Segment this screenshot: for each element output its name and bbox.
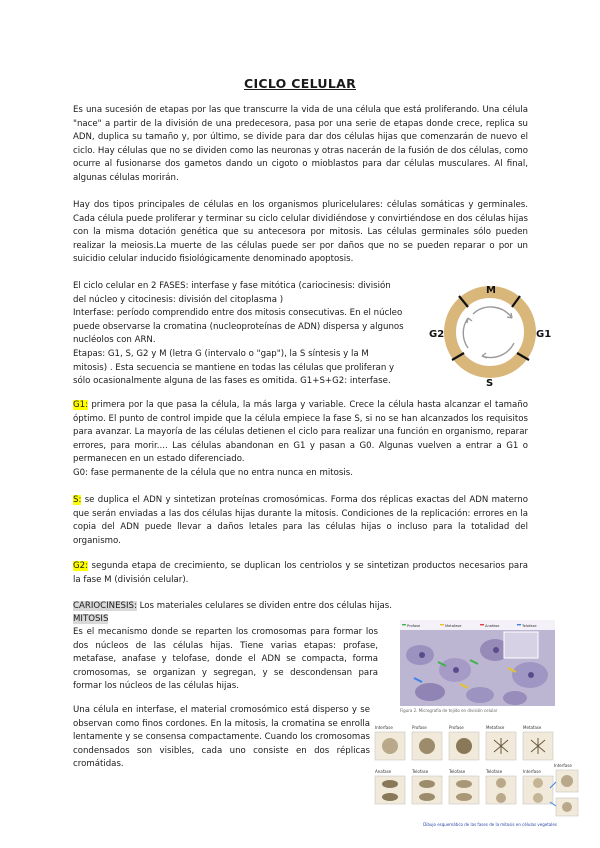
g2-paragraph — [73, 560, 528, 587]
g1-paragraph — [73, 399, 528, 467]
cycle-ring — [450, 292, 530, 372]
cell-types-paragraph: Hay dos tipos principales de células en los organismos pluricelulares: células somáticas y germinales. Cada célula puede proliferar y terminar su ciclo celular dividiéndose y convirtiéndose en dos células hijas con la misma dotación genética que su antecesora por mitosis. Las células germinales sólo pueden realizar la meiosis.La muerte de las células puede ser por daños que no se pueden reparar o por un suicidio celular inducido fisiológicamente denominado apoptosis. — [73, 200, 528, 265]
legend-anafase: Anafase — [485, 624, 500, 628]
stage-label-8: Telofase — [449, 769, 466, 774]
arrow-right — [482, 343, 514, 357]
cell-cycle-diagram — [428, 280, 558, 390]
stage-label-5: Metafase — [523, 725, 542, 730]
phases-line-7: mitosis) . Esta secuencia se mantiene en todas las células que proliferan y — [73, 362, 395, 373]
mitosis-micrograph — [400, 620, 555, 706]
cariocinesis-paragraph — [73, 600, 528, 614]
phases-line-3: Interfase: período comprendido entre dos mitosis consecutivas. En el núcleo — [73, 308, 403, 319]
stages-caption: Dibujo esquemático de las fases de la mitosis en células vegetales — [423, 822, 557, 827]
page-title: CICLO CELULAR — [243, 76, 357, 91]
stage-label-6: Anafase — [375, 769, 392, 774]
s-paragraph — [73, 494, 528, 548]
stage-label-3: Profase — [449, 725, 464, 730]
stage-label-2: Profase — [412, 725, 427, 730]
legend-telofase: Telofase — [522, 624, 537, 628]
phases-line-5: nucléolos con ARN. — [73, 335, 156, 346]
label-g1: G1 — [536, 329, 552, 340]
arrowhead-left — [467, 318, 472, 323]
mitosis-label: MITOSIS — [73, 614, 109, 624]
intro-paragraph: Es una sucesión de etapas por las que transcurre la vida de una célula que está proliferando. Una célula "nace" a partir de la división de una predecesora, pasa por una serie de etapas donde crece, replica su ADN, duplica su tamaño y, por último, se divide para dar dos células hijas que comenzarán de nuevo el ciclo. Hay células que no se dividen como las neuronas y otras nacerán de la fusión de dos células, como ocurre al fusionarse dos gametos dando un cigoto o mioblastos para dar células musculares. Al final, algunas células morirán. — [73, 105, 528, 183]
stage-label-extra: Interfase — [554, 763, 572, 768]
arrow-top — [473, 307, 512, 318]
label-m: M — [486, 285, 496, 296]
row1-cells — [375, 732, 553, 760]
cariocinesis-label: CARIOCINESIS: — [73, 601, 137, 611]
phases-line-4: puede observarse la cromatina (nucleoproteínas de ADN) dispersa y algunos — [73, 321, 404, 332]
phases-line-8: sólo ocasionalmente alguna de las fases es omitida. G1+S+G2: interfase. — [73, 376, 391, 387]
micrograph-caption: Figura 2. Micrografía de tejido en división celular — [400, 708, 498, 713]
g1-label: G1: — [73, 400, 89, 410]
mitosis-stages-drawing — [370, 722, 580, 834]
micrograph-image — [400, 620, 555, 706]
phases-line-2: del núcleo y citocinesis: división del citoplasma ) — [73, 294, 284, 305]
g2-label: G2: — [73, 561, 89, 571]
label-g2: G2 — [429, 329, 445, 340]
stage-label-1: Interfase — [375, 725, 393, 730]
interphase-paragraph: Una célula en interfase, el material cromosómico está disperso y se observan como finos cordones. En la mitosis, la cromatina se enrolla lentamente y se consensa compactamente. Cuando los cromosomas condensados son visibles, cada uno consiste en dos réplicas cromátidas. — [73, 705, 370, 770]
row2-cells — [375, 776, 553, 804]
phases-line-6: Etapas: G1, S, G2 y M (letra G (intervalo o "gap"), la S síntesis y la M — [73, 348, 369, 359]
label-s: S — [486, 378, 494, 389]
phases-paragraph — [73, 280, 425, 389]
s-label: S: — [73, 495, 82, 505]
legend-profase: Profase — [407, 624, 421, 628]
g0-paragraph: G0: fase permanente de la célula que no entra nunca en mitosis. — [73, 468, 353, 478]
stage-label-4: Metafase — [486, 725, 505, 730]
stage-label-7: Telofase — [412, 769, 429, 774]
mitosis-paragraph: Es el mecanismo donde se reparten los cromosomas para formar los dos núcleos de las células hijas. Tiene varias etapas: profase, metafase, anafase y telofase, donde el ADN se compacta, forma cromosomas, se organizan y segregan, y se descondensan para formar los núcleos de las células hijas. — [73, 627, 378, 692]
s-text: se duplica el ADN y sintetizan proteínas cromosómicas. Forma dos réplicas exactas del ADN materno que serán enviadas a las dos células hijas durante la mitosis. Condiciones de la replicación: errores en la copia del ADN puede llevar a daños letales para las células hijas o incluso para la totalidad del organismo. — [73, 495, 528, 546]
phases-line-1: El ciclo celular en 2 FASES: interfase y fase mitótica (cariocinesis: división — [73, 281, 391, 291]
g1-text: primera por la que pasa la célula, la más larga y variable. Crece la célula hasta alcanzar el tamaño óptimo. El punto de control impide que la célula empiece la fase S, si no se han alcanzados los requisitos para avanzar. La mayoría de las células detienen el ciclo para realizar una función en organismo, reparar errores, para morir.... Las células abandonan en G1 y pasan a G0. Algunas vuelven a entrar a G1 o permanecen en un estado diferenciado. — [73, 400, 528, 465]
stage-label-10: Interfase — [523, 769, 541, 774]
g2-text: segunda etapa de crecimiento, se duplican los centriolos y se sintetizan productos necesarios para la fase M (división celular). — [73, 561, 528, 585]
stage-label-9: Telofase — [486, 769, 503, 774]
arrowhead-right — [482, 353, 487, 358]
legend-metafase: Metafase — [445, 624, 462, 628]
mitosis-heading — [73, 613, 108, 627]
cariocinesis-text: Los materiales celulares se dividen entre dos células hijas. — [136, 601, 392, 611]
